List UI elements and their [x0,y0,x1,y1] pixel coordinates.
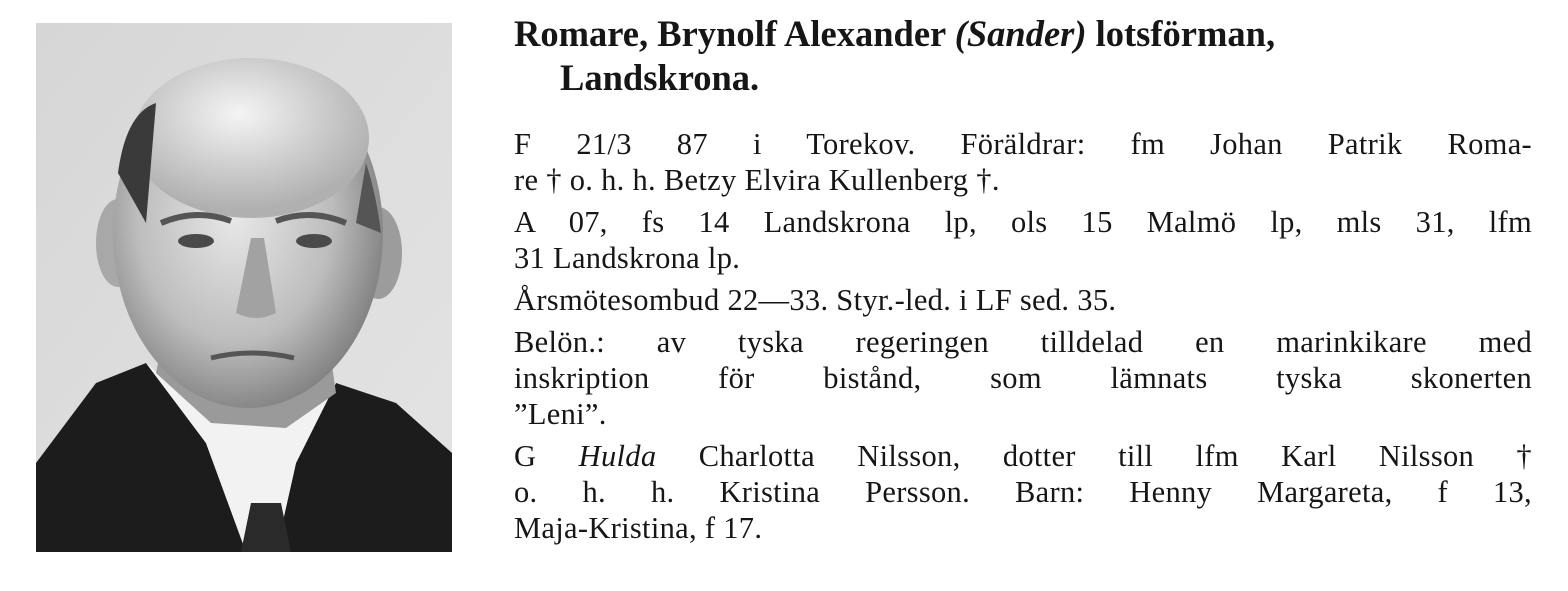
text-line: o. h. h. Kristina Persson. Barn: Henny Margareta, f 13, [514,475,1532,509]
text-line: 31 Landskrona lp. [514,241,741,275]
offices-paragraph [514,282,1532,318]
surname: Romare, [514,13,649,54]
portrait-photo [36,23,452,552]
birth-paragraph [514,126,1532,198]
given-names: Brynolf Alexander [657,13,946,54]
occupation: lotsförman, [1095,13,1276,54]
entry-body [514,126,1532,546]
text-line: ”Leni”. [514,397,607,431]
text-line: Årsmötesombud 22—33. Styr.-led. i LF sed. 35. [514,283,1117,317]
text-line [514,438,1532,474]
place: Landskrona. [560,57,760,98]
spouse-details: Charlotta Nilsson, dotter till lfm Karl Nilsson † [698,439,1532,473]
text-line: re † o. h. h. Betzy Elvira Kullenberg †. [514,163,1000,197]
text-line: Maja-Kristina, f 17. [514,511,763,545]
text-line: inskription för bistånd, som lämnats tyska skonerten [514,361,1532,395]
career-paragraph [514,204,1532,276]
text-line: Belön.: av tyska regeringen tilldelad en marinkikare med [514,325,1532,359]
marriage-prefix: G [514,439,537,473]
family-paragraph [514,438,1532,546]
entry-heading [514,12,1532,100]
nickname: (Sander) [954,13,1087,54]
text-line: A 07, fs 14 Landskrona lp, ols 15 Malmö lp, mls 31, lfm [514,205,1532,239]
text-line: F 21/3 87 i Torekov. Föräldrar: fm Johan Patrik Roma- [514,127,1532,161]
awards-paragraph [514,324,1532,432]
biography-text [514,12,1532,552]
spouse-called-name: Hulda [578,439,657,473]
